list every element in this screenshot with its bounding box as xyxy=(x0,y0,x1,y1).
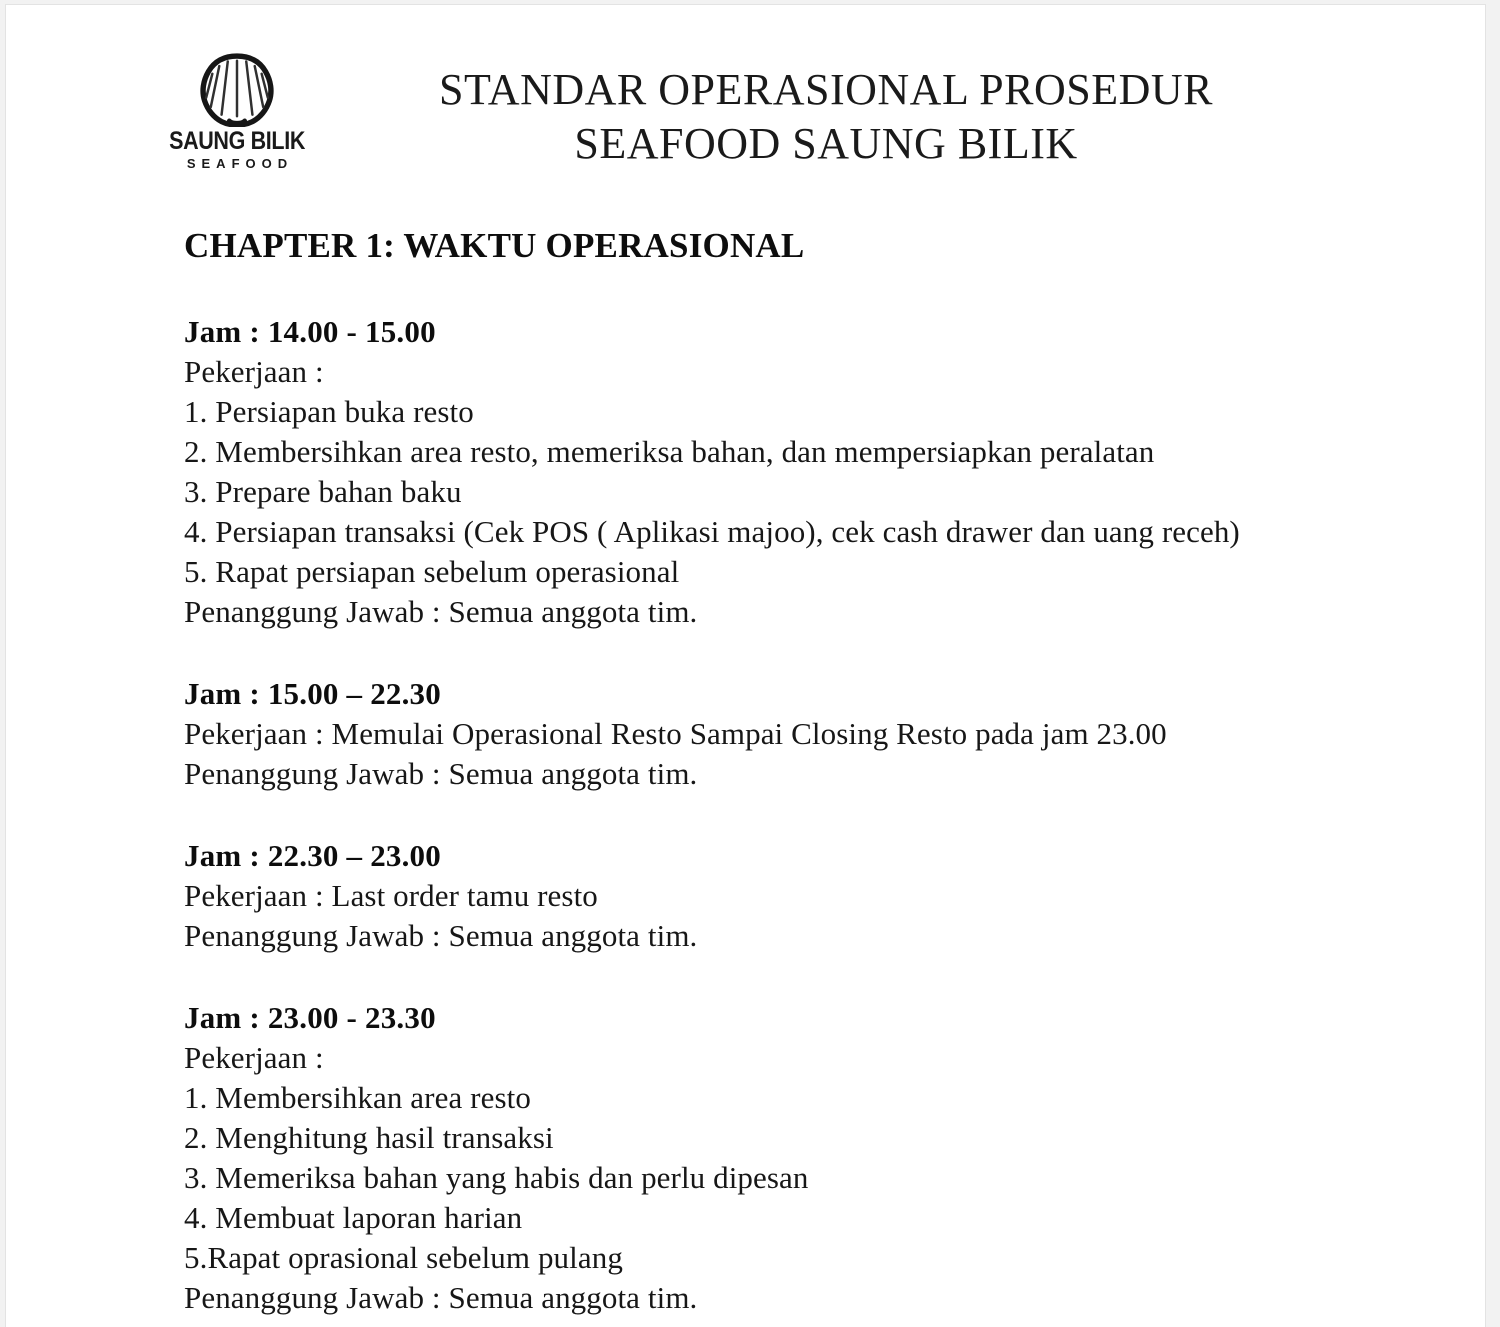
section-line: 5.Rapat oprasional sebelum pulang xyxy=(184,1240,623,1275)
schedule-section xyxy=(184,998,1304,1318)
section-line: 1. Membersihkan area resto xyxy=(184,1080,531,1115)
section-time-label: Jam : 22.30 – 23.00 xyxy=(184,838,441,873)
brand-logo xyxy=(169,53,305,177)
section-responsible: Penanggung Jawab : Semua anggota tim. xyxy=(184,918,698,953)
section-line: 1. Persiapan buka resto xyxy=(184,394,474,429)
schedule-section xyxy=(184,312,1304,632)
document-page xyxy=(6,5,1485,1327)
section-line: 2. Membersihkan area resto, memeriksa bahan, dan mempersiapkan peralatan xyxy=(184,434,1155,469)
section-line: 4. Membuat laporan harian xyxy=(184,1200,523,1235)
section-line: Pekerjaan : Memulai Operasional Resto Sampai Closing Resto pada jam 23.00 xyxy=(184,716,1167,751)
document-body xyxy=(184,224,1304,1318)
document-title-line-2: SEAFOOD SAUNG BILIK xyxy=(574,119,1078,168)
section-line: 5. Rapat persiapan sebelum operasional xyxy=(184,554,680,589)
section-responsible: Penanggung Jawab : Semua anggota tim. xyxy=(184,1280,698,1315)
section-time-label: Jam : 14.00 - 15.00 xyxy=(184,314,436,349)
section-line: Pekerjaan : xyxy=(184,354,324,389)
section-line: 3. Memeriksa bahan yang habis dan perlu dipesan xyxy=(184,1160,809,1195)
section-time-label: Jam : 23.00 - 23.30 xyxy=(184,1000,436,1035)
section-responsible: Penanggung Jawab : Semua anggota tim. xyxy=(184,756,698,791)
section-line: 4. Persiapan transaksi (Cek POS ( Aplikasi majoo), cek cash drawer dan uang receh) xyxy=(184,514,1240,549)
schedule-section xyxy=(184,836,1304,956)
section-line: 2. Menghitung hasil transaksi xyxy=(184,1120,554,1155)
scallop-shell-icon xyxy=(198,53,276,127)
schedule-section xyxy=(184,674,1304,794)
document-title-line-1: STANDAR OPERASIONAL PROSEDUR xyxy=(438,65,1214,114)
section-time-label: Jam : 15.00 – 22.30 xyxy=(184,676,441,711)
section-line: Pekerjaan : xyxy=(184,1040,324,1075)
brand-name: SAUNG BILIK xyxy=(169,127,305,155)
brand-subtitle: SEAFOOD xyxy=(186,156,294,171)
section-line: Pekerjaan : Last order tamu resto xyxy=(184,878,598,913)
document-header xyxy=(6,5,1485,171)
document-title xyxy=(306,63,1346,171)
section-line: 3. Prepare bahan baku xyxy=(184,474,462,509)
section-responsible: Penanggung Jawab : Semua anggota tim. xyxy=(184,594,698,629)
chapter-heading: CHAPTER 1: WAKTU OPERASIONAL xyxy=(184,226,805,265)
